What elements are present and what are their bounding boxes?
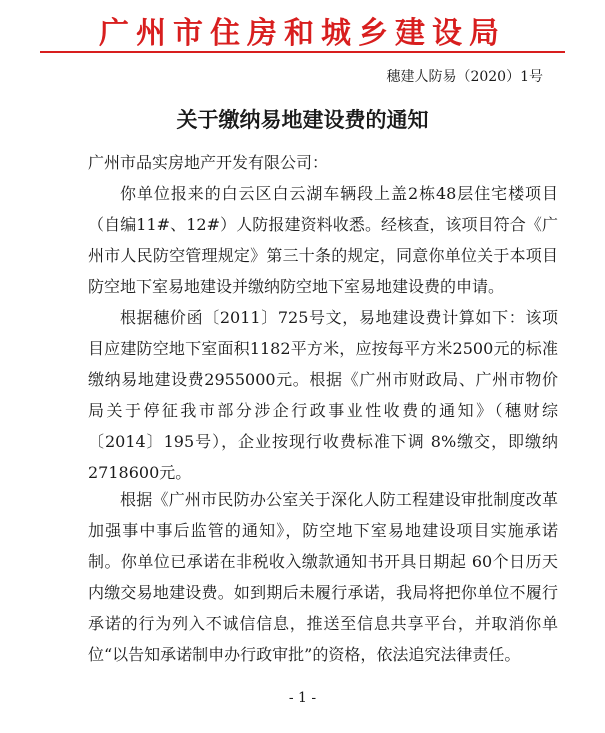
- page-number: - 1 -: [288, 690, 317, 706]
- body-paragraph: 你单位报来的白云区白云湖车辆段上盖2栋48层住宅楼项目（自编11#、12#）人防报建资料收悉。经核查，该项目符合《广州市人民防空管理规定》第三十条的规定，同意你单位关于本项目防空地下室易地建设并缴纳防空地下室易地建设费的申请。: [88, 184, 558, 296]
- document-title: 关于缴纳易地建设费的通知: [176, 107, 429, 132]
- body-paragraph-1-block: [88, 178, 558, 302]
- recipient-line: 广州市品实房地产开发有限公司：: [88, 153, 329, 172]
- body-paragraph: 根据穗价函〔2011〕725号文，易地建设费计算如下：该项目应建防空地下室面积1182平方米，应按每平方米2500元的标准缴纳易地建设费2955000元。根据《广州市财政局、广州市物价局关于停征我市部分涉企行政事业性收费的通知》（穗财综〔2014〕195号），企业按现行收费标准下调 8%缴交，即缴纳2718600元。: [88, 308, 558, 482]
- body-paragraph-2-block: [88, 302, 558, 488]
- document-number: 穗建人防易（2020）1号: [386, 69, 543, 85]
- red-header-rule: [40, 51, 565, 53]
- body-paragraph-3-block: [88, 484, 558, 670]
- body-paragraph: 根据《广州市民防办公室关于深化人防工程建设审批制度改革加强事中事后监管的通知》，防空地下室易地建设项目实施承诺制。你单位已承诺在非税收入缴款通知书开具日期起 60个日历天内缴交易地建设费。如到期后未履行承诺，我局将把你单位不履行承诺的行为列入不诚信信息，推送至信息共享平台，并取消你单位“以告知承诺制申办行政审批”的资格，依法追究法律责任。: [88, 490, 558, 664]
- issuing-authority-title: 广州市住房和城乡建设局: [99, 16, 506, 51]
